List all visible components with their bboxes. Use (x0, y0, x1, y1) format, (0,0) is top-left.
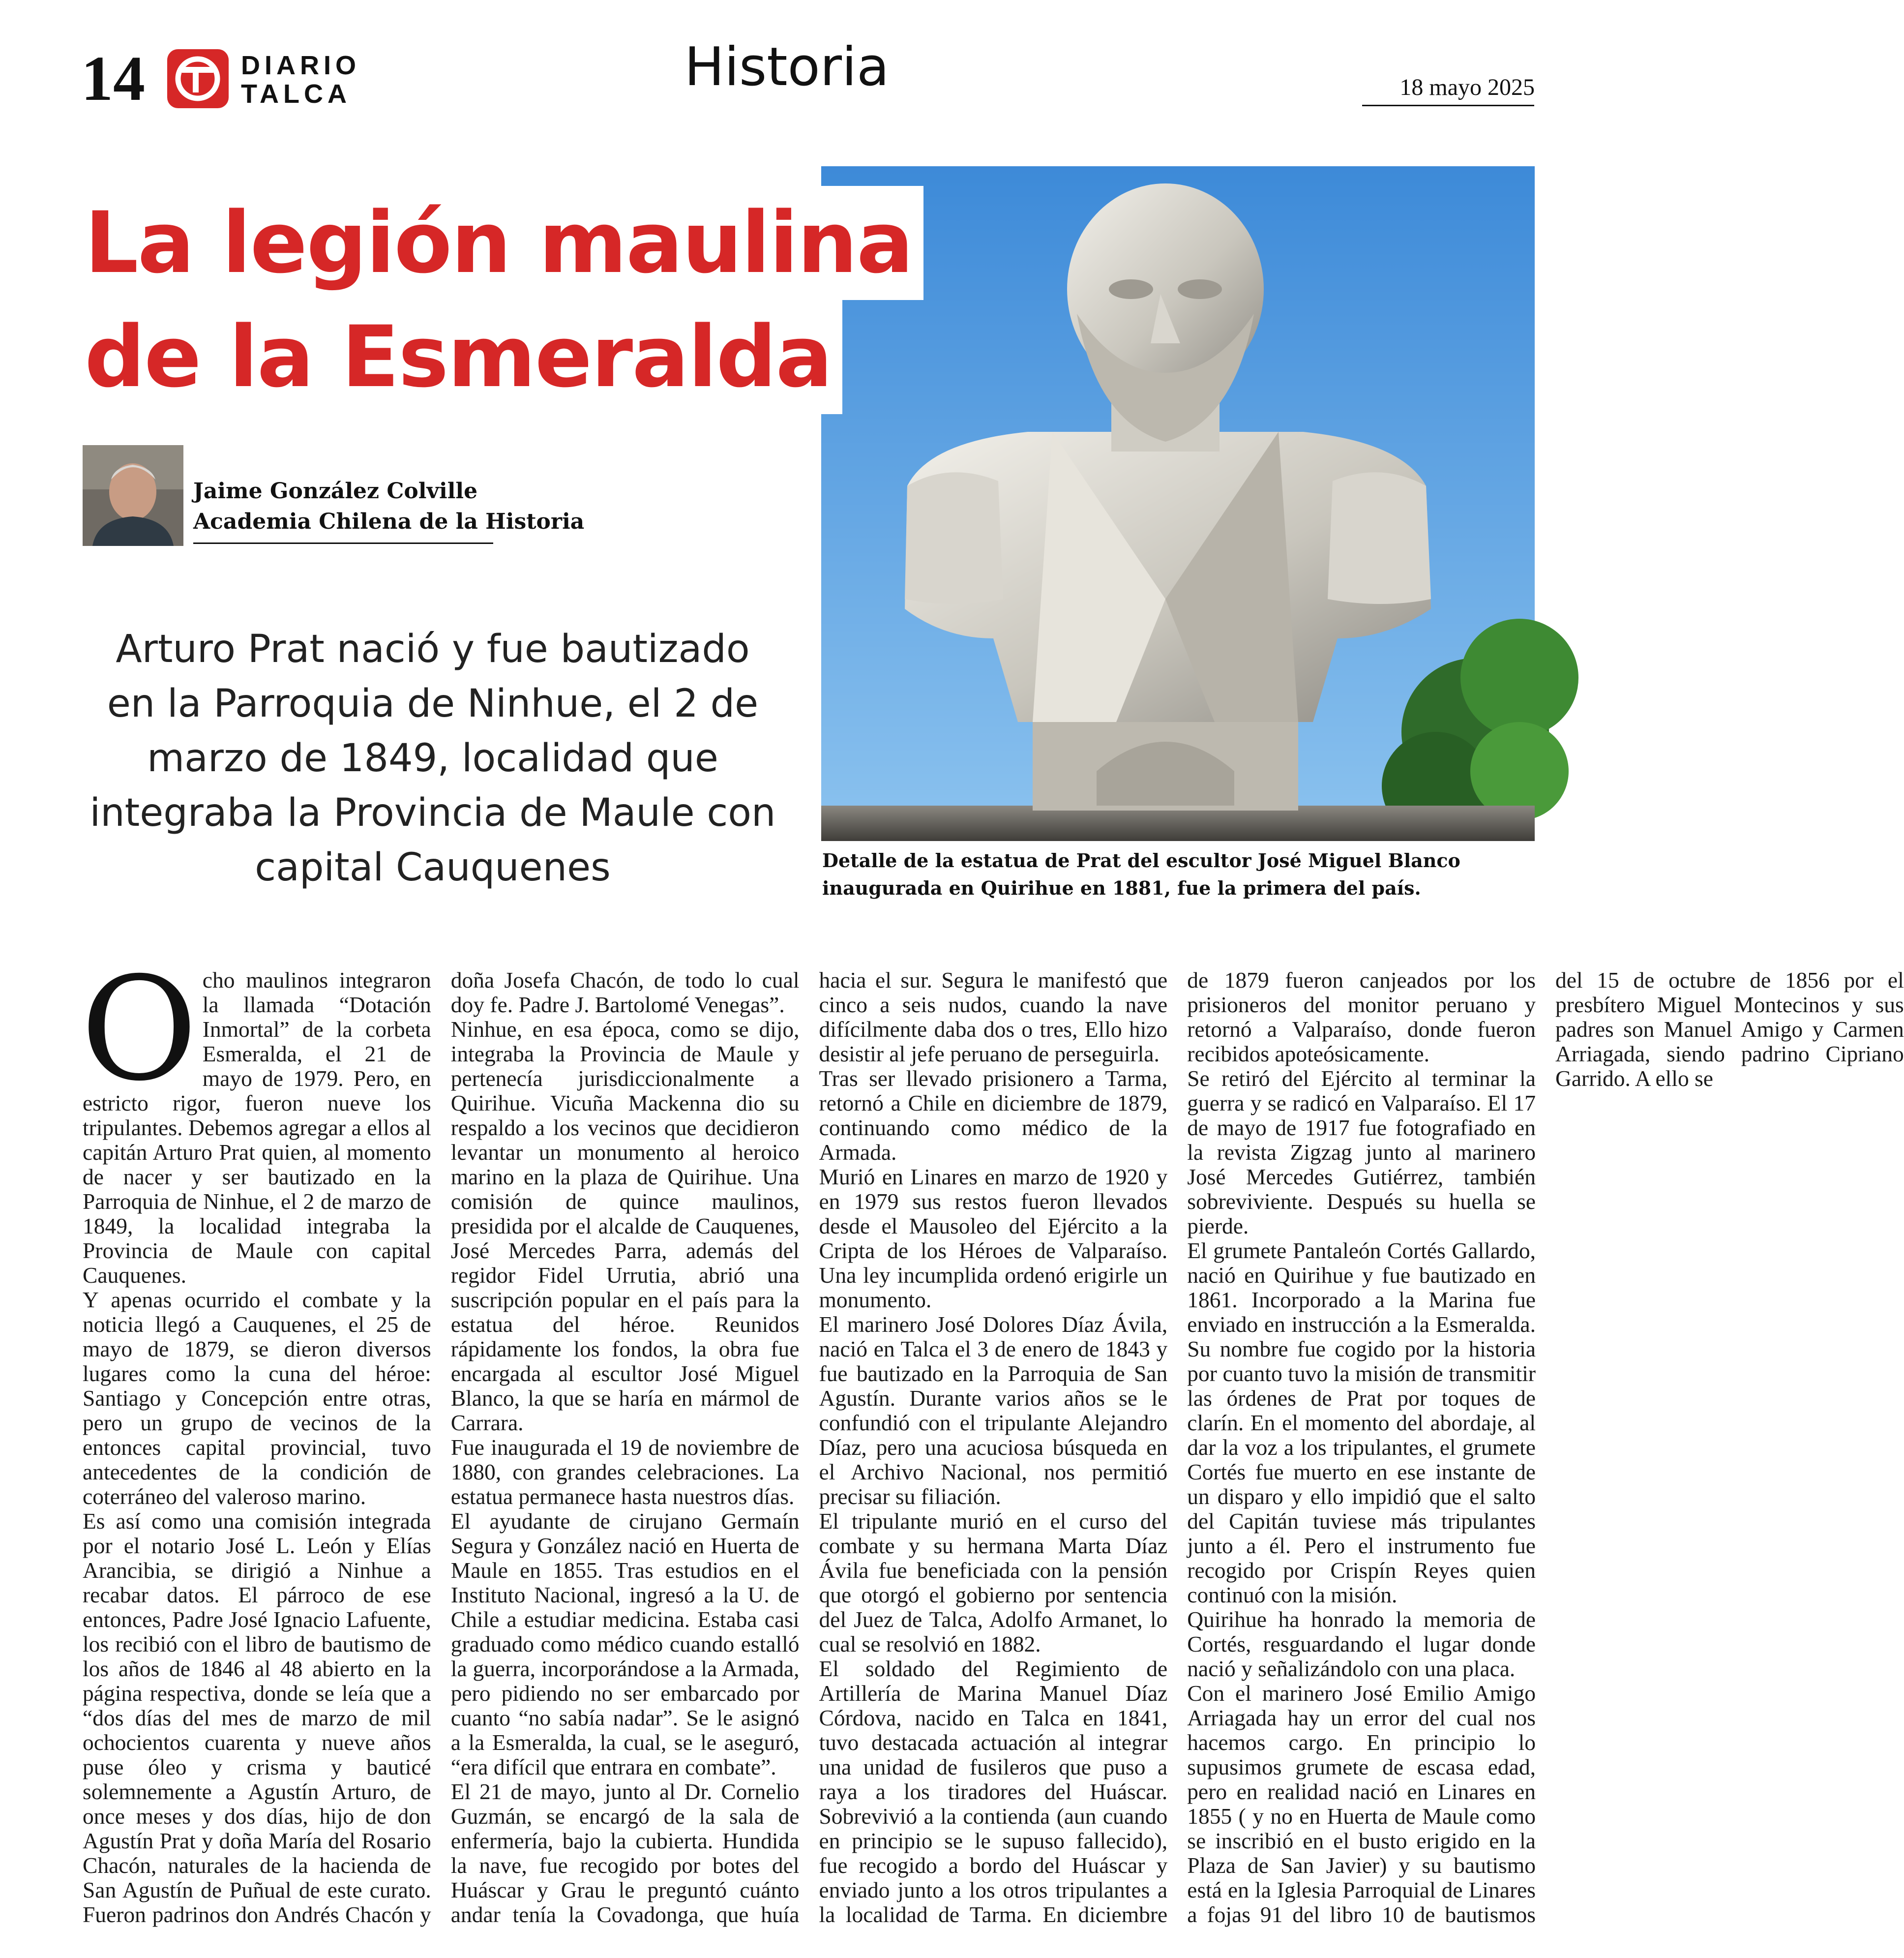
date-rule (1362, 105, 1534, 106)
article-paragraph: Murió en Linares en marzo de 1920 y en 1979 sus restos fueron llevados desde el Mausoleo del Ejército a la Cripta de los Héroes de Valparaíso. Una ley incumplida ordenó erigirle un monumento. (819, 1164, 1168, 1312)
author-name: Jaime González Colville (193, 479, 478, 504)
article-body (81, 947, 1904, 1942)
logo-line-2: TALCA (241, 79, 351, 109)
headline-line-1: La legión maulina (74, 186, 923, 300)
paragraph-text: cho maulinos integraron la llamada “Dotación Inmortal” de la corbeta Esmeralda, el 21 de mayo de 1979. Pero, en estricto rigor, fueron nueve los tripulantes. Debemos agregar a ellos al capitán Arturo Prat quien, al momento de nacer y ser bautizado en la Parroquia de Ninhue, el 2 de marzo de 1849, la localidad integraba la Provincia de Maule con capital Cauquenes. (83, 967, 431, 1288)
diario-talca-logo (167, 49, 374, 108)
logo-line-1: DIARIO (241, 51, 360, 80)
article-paragraph: Ninhue, en esa época, como se dijo, integraba la Provincia de Maule y pertenecía jurisdiccionalmente a Quirihue. Vicuña Mackenna dio su respaldo a los vecinos que decidieron levantar un monumento al heroico marino en la plaza de Quirihue. Una comisión de quince maulinos, presidida por el alcalde de Cauquenes, José Mercedes Parra, además del regidor Fidel Urrutia, abrió una suscripción popular en el país para la estatua del héroe. Reunidos rápidamente los fondos, la obra fue encargada al escultor José Miguel Blanco, la que se haría en mármol de Carrara. (450, 1017, 800, 1435)
deck-summary: Arturo Prat nació y fue bautizado en la Parroquia de Ninhue, el 2 de marzo de 1849, localidad que integraba la Provincia de Maule con capital Cauquenes (89, 627, 776, 890)
article-paragraph: Y apenas ocurrido el combate y la noticia llegó a Cauquenes, el 25 de mayo de 1879, se dieron diversos lugares como la cuna del héroe: Santiago y Concepción entre otras, pero un grupo de vecinos de la entonces capital provincial, tuvo antecedentes de la condición de coterráneo del valeroso marino. (83, 1287, 431, 1509)
article-paragraph: Se retiró del Ejército al terminar la guerra y se radicó en Valparaíso. El 17 de mayo de 1917 fue fotografiado en la revista Zigzag junto al marinero José Mercedes Gutiérrez, también sobreviviente. Después su huella se pierde. (1187, 1066, 1536, 1238)
article-paragraph: El marinero José Dolores Díaz Ávila, nació en Talca el 3 de enero de 1843 y fue bautizado en la Parroquia de San Agustín. Durante varios años se le confundió con el tripulante Alejandro Díaz, pero una acuciosa búsqueda en el Archivo Nacional, nos permitió precisar su filiación. (819, 1312, 1168, 1509)
logo-text (241, 51, 360, 108)
prat-bust-image (821, 166, 1535, 841)
photo-caption: Detalle de la estatua de Prat del escultor José Miguel Blanco inaugurada en Quirihue en 1881, fue la primera del país. (822, 849, 1460, 899)
article-paragraph: El ayudante de cirujano Germaín Segura y González nació en Huerta de Maule en 1855. Tras estudios en el Instituto Nacional, ingresó a la U. de Chile a estudiar medicina. Estaba casi graduado como médico cuando estalló la guerra, incorporándose a la Armada, pero pidiendo no ser embarcado por cuanto “no sabía nadar”. Se le asignó a la Esmeralda, la cual, se le aseguró, “era difícil que entrara en combate”. (450, 1508, 800, 1779)
article-paragraph: Quirihue ha honrado la memoria de Cortés, resguardando el lugar donde nació y señalizándolo con una placa. (1187, 1607, 1536, 1681)
article-paragraph: El grumete Pantaleón Cortés Gallardo, nació en Quirihue y fue bautizado en 1861. Incorporado a la Marina fue enviado en instrucción a la Esmeralda. Su nombre fue cogido por la historia por cuanto tuvo la misión de transmitir las órdenes de Prat por toques de clarín. En el momento del abordaje, al dar la voz a los tripulantes, el grumete Cortés fue muerto en ese instante de un disparo y ello impidió que el salto del Capitán tuviese más tripulantes junto a él. Pero el instrumento fue recogido por Crispín Reyes quien continuó con la misión. (1187, 1238, 1536, 1607)
article-paragraph: El tripulante murió en el curso del combate y su hermana Marta Díaz Ávila fue beneficiada con la pensión que otorgó el gobierno por sentencia del Juez de Talca, Adolfo Armanet, lo cual se resolvió en 1882. (819, 1508, 1168, 1657)
headline-line-2: de la Esmeralda (74, 300, 842, 414)
article-paragraph: Es así como una comisión integrada por el notario José L. León y Elías Arancibia, se dirigió a Ninhue a recabar datos. El párroco de ese entonces, Padre José Ignacio Lafuente, los recibió con el libro de bautismo de los años de 1846 al 48 abierto en la página respectiva, donde se leía que a “dos días del mes de marzo de mil ochocientos cuarenta y nueve años puse óleo y crisma y bauticé solemnemente a Agustín Arturo, de once meses y dos días, hijo de don Agustín Prat y doña María del Rosario Chacón, naturales de la hacienda de San Agustín de Puñual de este curato. Fueron padrinos don Andrés Chacón y doña Josefa Chacón, de todo lo cual doy fe. Padre J. Bartolomé Venegas”. (83, 967, 800, 1927)
author-affiliation: Academia Chilena de la Historia (193, 509, 585, 534)
article-paragraph: El 21 de mayo, junto al Dr. Cornelio Guzmán, se encargó de la sala de enfermería, bajo la cubierta. Hundida la nave, fue recogido por botes del Huáscar y Grau le preguntó cuánto andar tenía la Covadonga, que huía hacia el sur. Segura le manifestó que cinco a seis nudos, cuando la nave difícilmente daba dos o tres, Ello hizo desistir al jefe peruano de perseguirla. (450, 967, 1168, 1927)
author-portrait-image (83, 445, 183, 546)
section-title: Historia (684, 36, 890, 98)
author-rule (193, 542, 493, 544)
article-paragraph: Con el marinero José Emilio Amigo Arriagada hay un error del cual nos hacemos cargo. En principio lo supusimos grumete de escasa edad, pero en realidad nació en Linares en 1855 ( y no en Huerta de Maule como se inscribió en el busto erigido en la Plaza de San Javier) y su bautismo está en la Iglesia Parroquial de Linares a fojas 91 del libro 10 de bautismos del 15 de octubre de 1856 por el presbítero Miguel Montecinos y sus padres son Manuel Amigo y Carmen Arriagada, siendo padrino Cipriano Garrido. A ello se (1187, 967, 1904, 1927)
article-paragraph: El soldado del Regimiento de Artillería de Marina Manuel Díaz Córdova, nacido en Talca en 1841, tuvo destacada actuación al integrar una unidad de fusileros que puso a raya a los tiradores del Huáscar. Sobrevivió a la contienda (aun cuando en principio se le supuso fallecido), fue recogido a bordo del Huáscar y enviado junto a los otros tripulantes a la localidad de Tarma. En diciembre de 1879 fueron canjeados por los prisioneros del monitor peruano y retornó a Valparaíso, donde fueron recibidos apoteósicamente. (819, 967, 1536, 1927)
article-paragraph: Fue inaugurada el 19 de noviembre de 1880, con grandes celebraciones. La estatua permanece hasta nuestros días. (450, 1435, 800, 1509)
article-paragraph (81, 947, 431, 1288)
drop-cap: O (81, 947, 198, 1113)
author-avatar (83, 445, 183, 546)
issue-date: 18 mayo 2025 (1399, 74, 1535, 100)
page-number: 14 (81, 43, 145, 114)
article-paragraph: Tras ser llevado prisionero a Tarma, retornó a Chile en diciembre de 1879, continuando como médico de la Armada. (819, 1066, 1168, 1165)
headline (74, 186, 923, 414)
logo-mark-icon (167, 49, 229, 108)
hero-photo (821, 166, 1535, 841)
